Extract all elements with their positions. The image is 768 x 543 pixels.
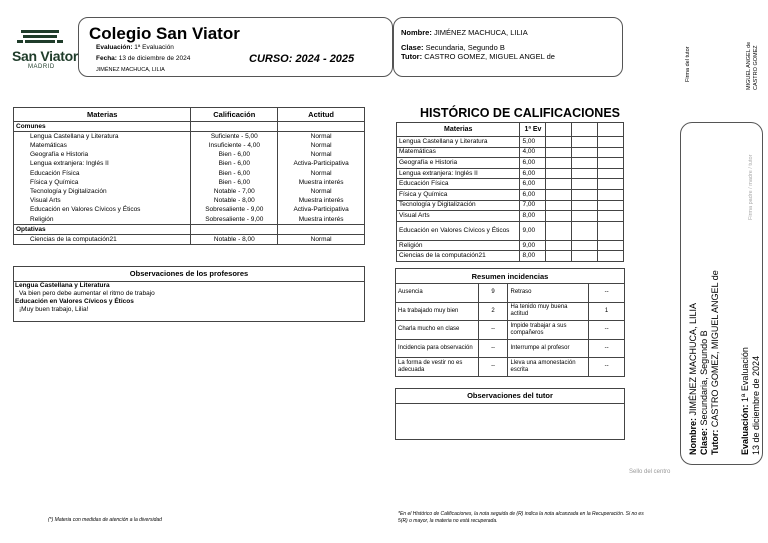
table-row: Física y Química 6,00 [397,189,624,200]
student-tutor: Tutor: CASTRO GOMEZ, MIGUEL ANGEL de [401,52,555,61]
observations-professors-title: Observaciones de los profesores [14,267,364,282]
side-evaluation: Evaluación: 1ª Evaluación [740,347,750,455]
side-student-tutor: Tutor: CASTRO GOMEZ, MIGUEL ANGEL de [710,270,720,455]
firma-tutor-label: Firma del tutor [685,46,691,82]
table-row: Ciencias de la computación21 Notable - 8,00 Normal [14,234,365,244]
table-row: Visual Arts Notable - 8,00 Muestra interés [14,196,365,205]
header-student: JIMÉNEZ MACHUCA, LILIA [96,67,165,73]
incidents-title: Resumen incidencias [396,269,625,284]
history-title: HISTÓRICO DE CALIFICACIONES [420,106,621,120]
col-eval3 [572,123,598,137]
table-row: Lengua extranjera: Inglés II 6,00 [397,168,624,179]
student-name: Nombre: JIMÉNEZ MACHUCA, LILIA [401,28,528,37]
observations-tutor-title: Observaciones del tutor [396,389,624,404]
logo-city: MADRID [28,64,55,70]
observation-text: Va bien pero debe aumentar el ritmo de trabajo [19,290,155,297]
tutor-signature-line2: CASTRO GOMEZ [753,45,759,90]
table-row: Religión 9,00 [397,240,624,251]
observation-subject: Lengua Castellana y Literatura [15,282,110,289]
table-row: Ha trabajado muy bien 2 Ha tenido muy buena actitud 1 [396,302,625,321]
side-date: 13 de diciembre de 2024 [751,355,761,455]
table-row: Matemáticas Insuficiente - 4,00 Normal [14,141,365,150]
observations-professors [13,266,365,322]
table-row: Educación en Valores Cívicos y Éticos Sobresaliente - 9,00 Activa-Participativa [14,205,365,214]
table-row: Educación Física Bien - 6,00 Normal [14,169,365,178]
course-label: CURSO: 2024 - 2025 [249,53,355,65]
col-grade: Calificación [191,108,278,122]
observation-text: ¡Muy buen trabajo, Lilia! [19,306,89,313]
table-row: Incidencia para observación -- Interrumpe al profesor -- [396,339,625,358]
table-row: Lengua Castellana y Literatura 5,00 [397,137,624,148]
grades-table [13,107,365,245]
table-row: La forma de vestir no es adecuada -- Lleva una amonestación escrita -- [396,358,625,377]
table-row: Ciencias de la computación21 8,00 [397,251,624,262]
table-row: Ausencia 9 Retraso -- [396,284,625,303]
side-student-class: Clase: Secundaria, Segundo B [699,330,709,455]
tutor-signature-line1: MIGUEL ANGEL de [746,41,752,90]
header-date: Fecha: 13 de diciembre de 2024 [96,55,191,62]
table-row: Geografía e Historia 6,00 [397,158,624,169]
table-row: Física y Química Bien - 6,00 Muestra interés [14,178,365,187]
table-row: Tecnología y Digitalización Notable - 7,00 Normal [14,187,365,196]
col-attitude: Actitud [278,108,365,122]
observation-subject: Educación en Valores Cívicos y Éticos [15,298,134,305]
table-row: Geografía e Historia Bien - 6,00 Normal [14,150,365,159]
observations-tutor [395,388,625,440]
table-row: Visual Arts 8,00 [397,211,624,222]
logo-name: San Viator [12,48,78,64]
table-row: Religión Sobresaliente - 9,00 Muestra interés [14,215,365,225]
firma-padre-label: Firma padre / madre / tutor [748,154,754,220]
header-evaluation: Evaluación: 1ª Evaluación [96,44,174,51]
table-row: Charla mucho en clase -- Impide trabajar a sus compañeros -- [396,321,625,340]
table-row: Educación en Valores Cívicos y Éticos 9,00 [397,221,624,240]
table-row: Tecnología y Digitalización 7,00 [397,200,624,211]
history-table [396,122,624,262]
student-class: Clase: Secundaria, Segundo B [401,43,505,52]
footer-note-right: *En el Histórico de Calificaciones, la nota seguida de (R) indica la nota alcanzada en la Recuperación. Si no es 5(R) o mayor, la materia no está recuperada. [398,511,644,524]
col-subjects: Materias [397,123,520,137]
incidents-table [395,268,625,377]
col-subjects: Materias [14,108,191,122]
group-label: Comunes [14,122,191,132]
table-row: Lengua extranjera: Inglés II Bien - 6,00 Activa-Participativa [14,159,365,168]
col-eval2 [546,123,572,137]
group-label: Optativas [14,224,191,234]
sello-label: Sello del centro [629,469,671,475]
school-logo-icon [17,28,63,46]
col-eval1: 1ª Ev [520,123,546,137]
table-row: Lengua Castellana y Literatura Suficiente - 5,00 Normal [14,132,365,142]
school-name: Colegio San Viator [89,24,240,43]
table-row: Matemáticas 4,00 [397,147,624,158]
footer-note-left: (*) Materia con medidas de atención a la diversidad [48,517,162,523]
side-student-name: Nombre: JIMÉNEZ MACHUCA, LILIA [688,302,698,455]
col-final [598,123,624,137]
table-row: Educación Física 6,00 [397,179,624,190]
